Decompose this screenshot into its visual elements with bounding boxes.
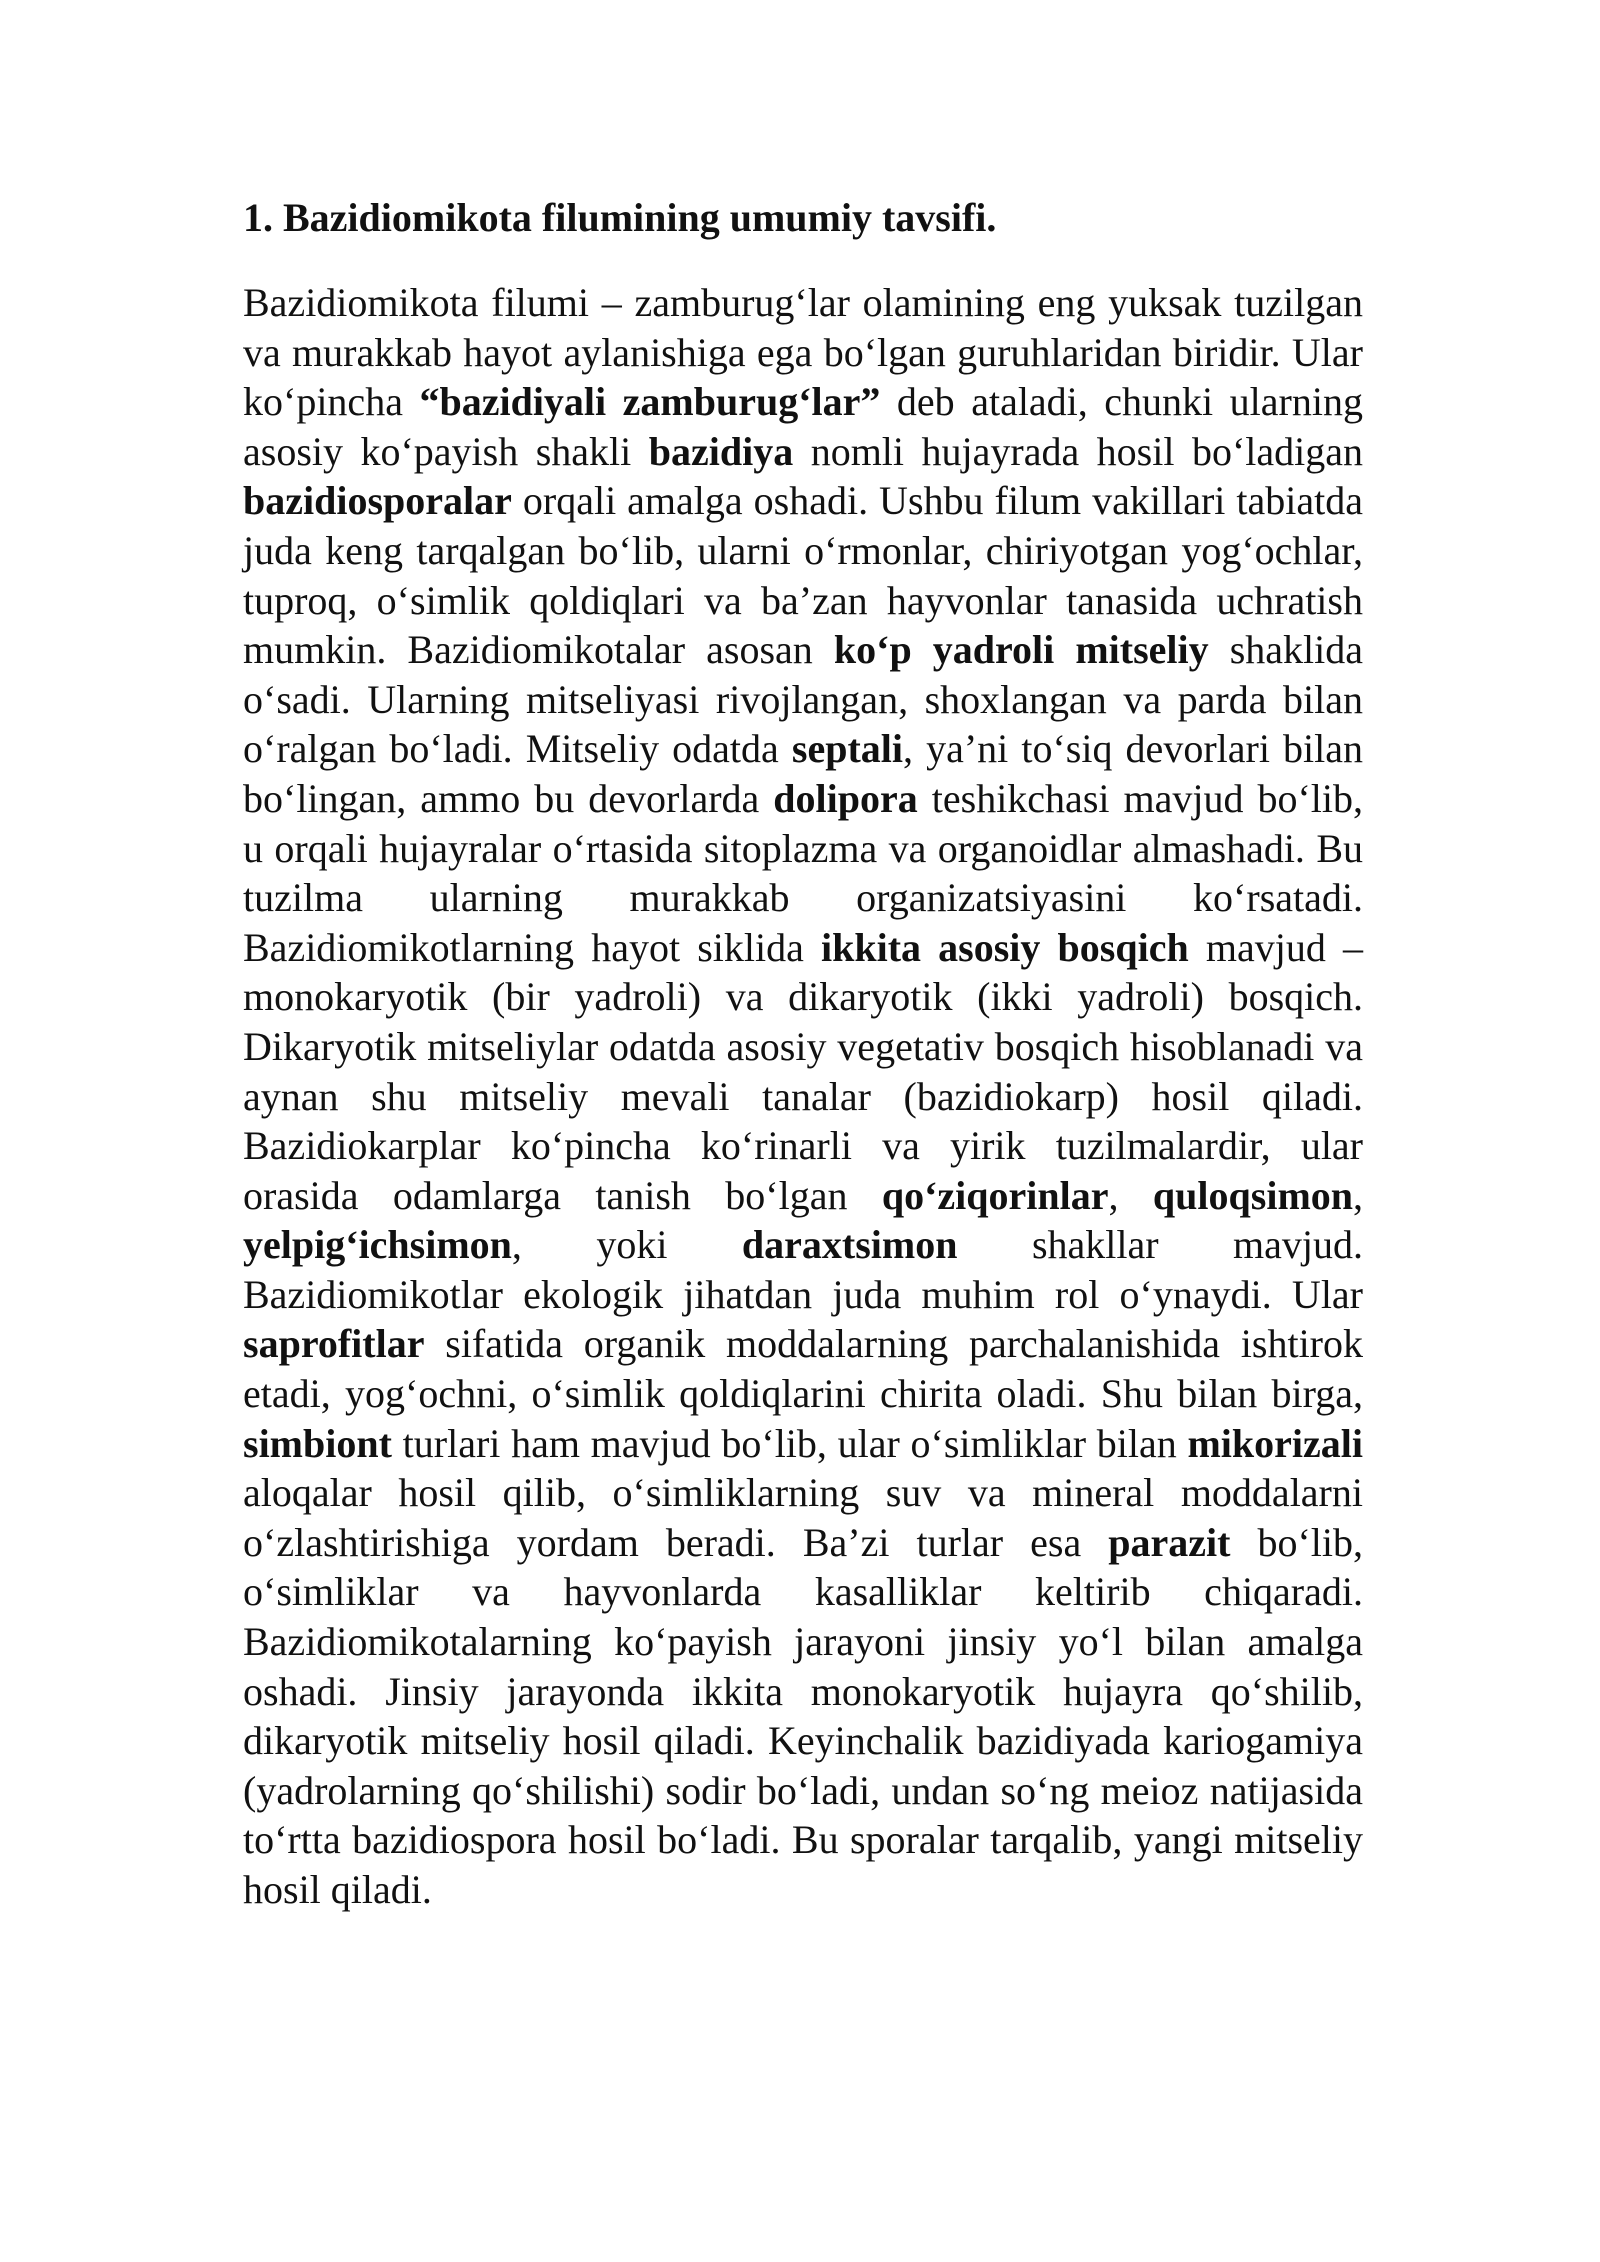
text-run: shaklida o‘sadi. Ularning mitseliyasi rivojlangan, shoxlangan va parda bilan o‘ralgan bo‘ladi. Mitseliy odatda (243, 627, 1363, 772)
text-run: turlari ham mavjud bo‘lib, ular o‘simliklar bilan (391, 1420, 1188, 1466)
bold-term: ikkita asosiy bosqich (821, 924, 1189, 970)
text-run: teshikchasi mavjud bo‘lib, u orqali hujayralar o‘rtasida sitoplazma va organoidlar almashadi. Bu tuzilma ularning murakkab organizatsiyasini ko‘rsatadi. Bazidiomikotlarning hayot siklida (243, 775, 1364, 970)
bold-term: qo‘ziqorinlar (881, 1172, 1109, 1218)
bold-term: bazidiosporalar (243, 478, 512, 524)
bold-term: daraxtsimon (741, 1222, 958, 1268)
bold-term: saprofitlar (243, 1321, 425, 1367)
document-page (243, 190, 1363, 1915)
bold-term: quloqsimon (1152, 1172, 1354, 1218)
bold-term: “bazidiyali zamburug‘lar” (419, 379, 881, 425)
text-run: Bazidiomikota filumi – zamburug‘lar olamining eng yuksak tuzilgan va murakkab hayot aylanishiga ega bo‘lgan guruhlaridan biridir. Ular ko‘pincha (243, 280, 1363, 425)
text-run: , yoki (511, 1222, 742, 1268)
text-run: aloqalar hosil qilib, o‘simliklarning suv va mineral moddalarni o‘zlashtirishiga yordam beradi. Ba’zi turlar esa (243, 1470, 1363, 1565)
text-run: , (1108, 1172, 1153, 1218)
text-run: , ya’ni to‘siq devorlari bilan bo‘lingan, ammo bu devorlarda (243, 726, 1363, 821)
bold-term: yelpig‘ichsimon (243, 1222, 512, 1268)
bold-term: mikorizali (1187, 1420, 1363, 1466)
bold-term: parazit (1108, 1519, 1231, 1565)
text-run: sifatida organik moddalarning parchalanishida ishtirok etadi, yog‘ochni, o‘simlik qoldiqlarini chirita oladi. Shu bilan birga, (243, 1321, 1363, 1417)
text-run: mavjud – monokaryotik (bir yadroli) va dikaryotik (ikki yadroli) bosqich. Dikaryotik mitseliylar odatda asosiy vegetativ bosqich hisoblanadi va aynan shu mitseliy mevali tanalar (bazidiokarp) hosil qiladi. Bazidiokarplar ko‘pincha ko‘rinarli va yirik tuzilmalardir, ular orasida odamlarga tanish bo‘lgan (243, 924, 1363, 1218)
text-run: , (1353, 1172, 1364, 1218)
bold-term: septali (791, 726, 903, 772)
bold-term: bazidiya (648, 428, 794, 474)
text-run: deb ataladi, chunki ularning asosiy ko‘payish shakli (243, 379, 1363, 474)
bold-term: dolipora (773, 775, 918, 821)
section-heading: 1. Bazidiomikota filumining umumiy tavsifi. (243, 195, 997, 240)
text-run: bo‘lib, o‘simliklar va hayvonlarda kasalliklar keltirib chiqaradi. Bazidiomikotalarning ko‘payish jarayoni jinsiy yo‘l bilan amalga oshadi. Jinsiy jarayonda ikkita monokaryotik hujayra qo‘shilib, dikaryotik mitseliy hosil qiladi. Keyinchalik bazidiyada kariogamiya (yadrolarning qo‘shilishi) sodir bo‘ladi, undan so‘ng meioz natijasida to‘rtta bazidiospora hosil bo‘ladi. Bu sporalar tarqalib, yangi mitseliy hosil qiladi. (243, 1519, 1363, 1912)
text-run: orqali amalga oshadi. Ushbu filum vakillari tabiatda juda keng tarqalgan bo‘lib, ularni o‘rmonlar, chiriyotgan yog‘ochlar, tuproq, o‘simlik qoldiqlari va ba’zan hayvonlar tanasida uchratish mumkin. Bazidiomikotalar asosan (243, 478, 1363, 673)
bold-term: simbiont (243, 1420, 392, 1466)
text-run: shakllar mavjud. Bazidiomikotlar ekologik jihatdan juda muhim rol o‘ynaydi. Ular (243, 1222, 1363, 1317)
body-paragraph (243, 278, 1363, 1915)
text-run: nomli hujayrada hosil bo‘ladigan (793, 428, 1363, 474)
bold-term: ko‘p yadroli mitseliy (833, 627, 1209, 673)
